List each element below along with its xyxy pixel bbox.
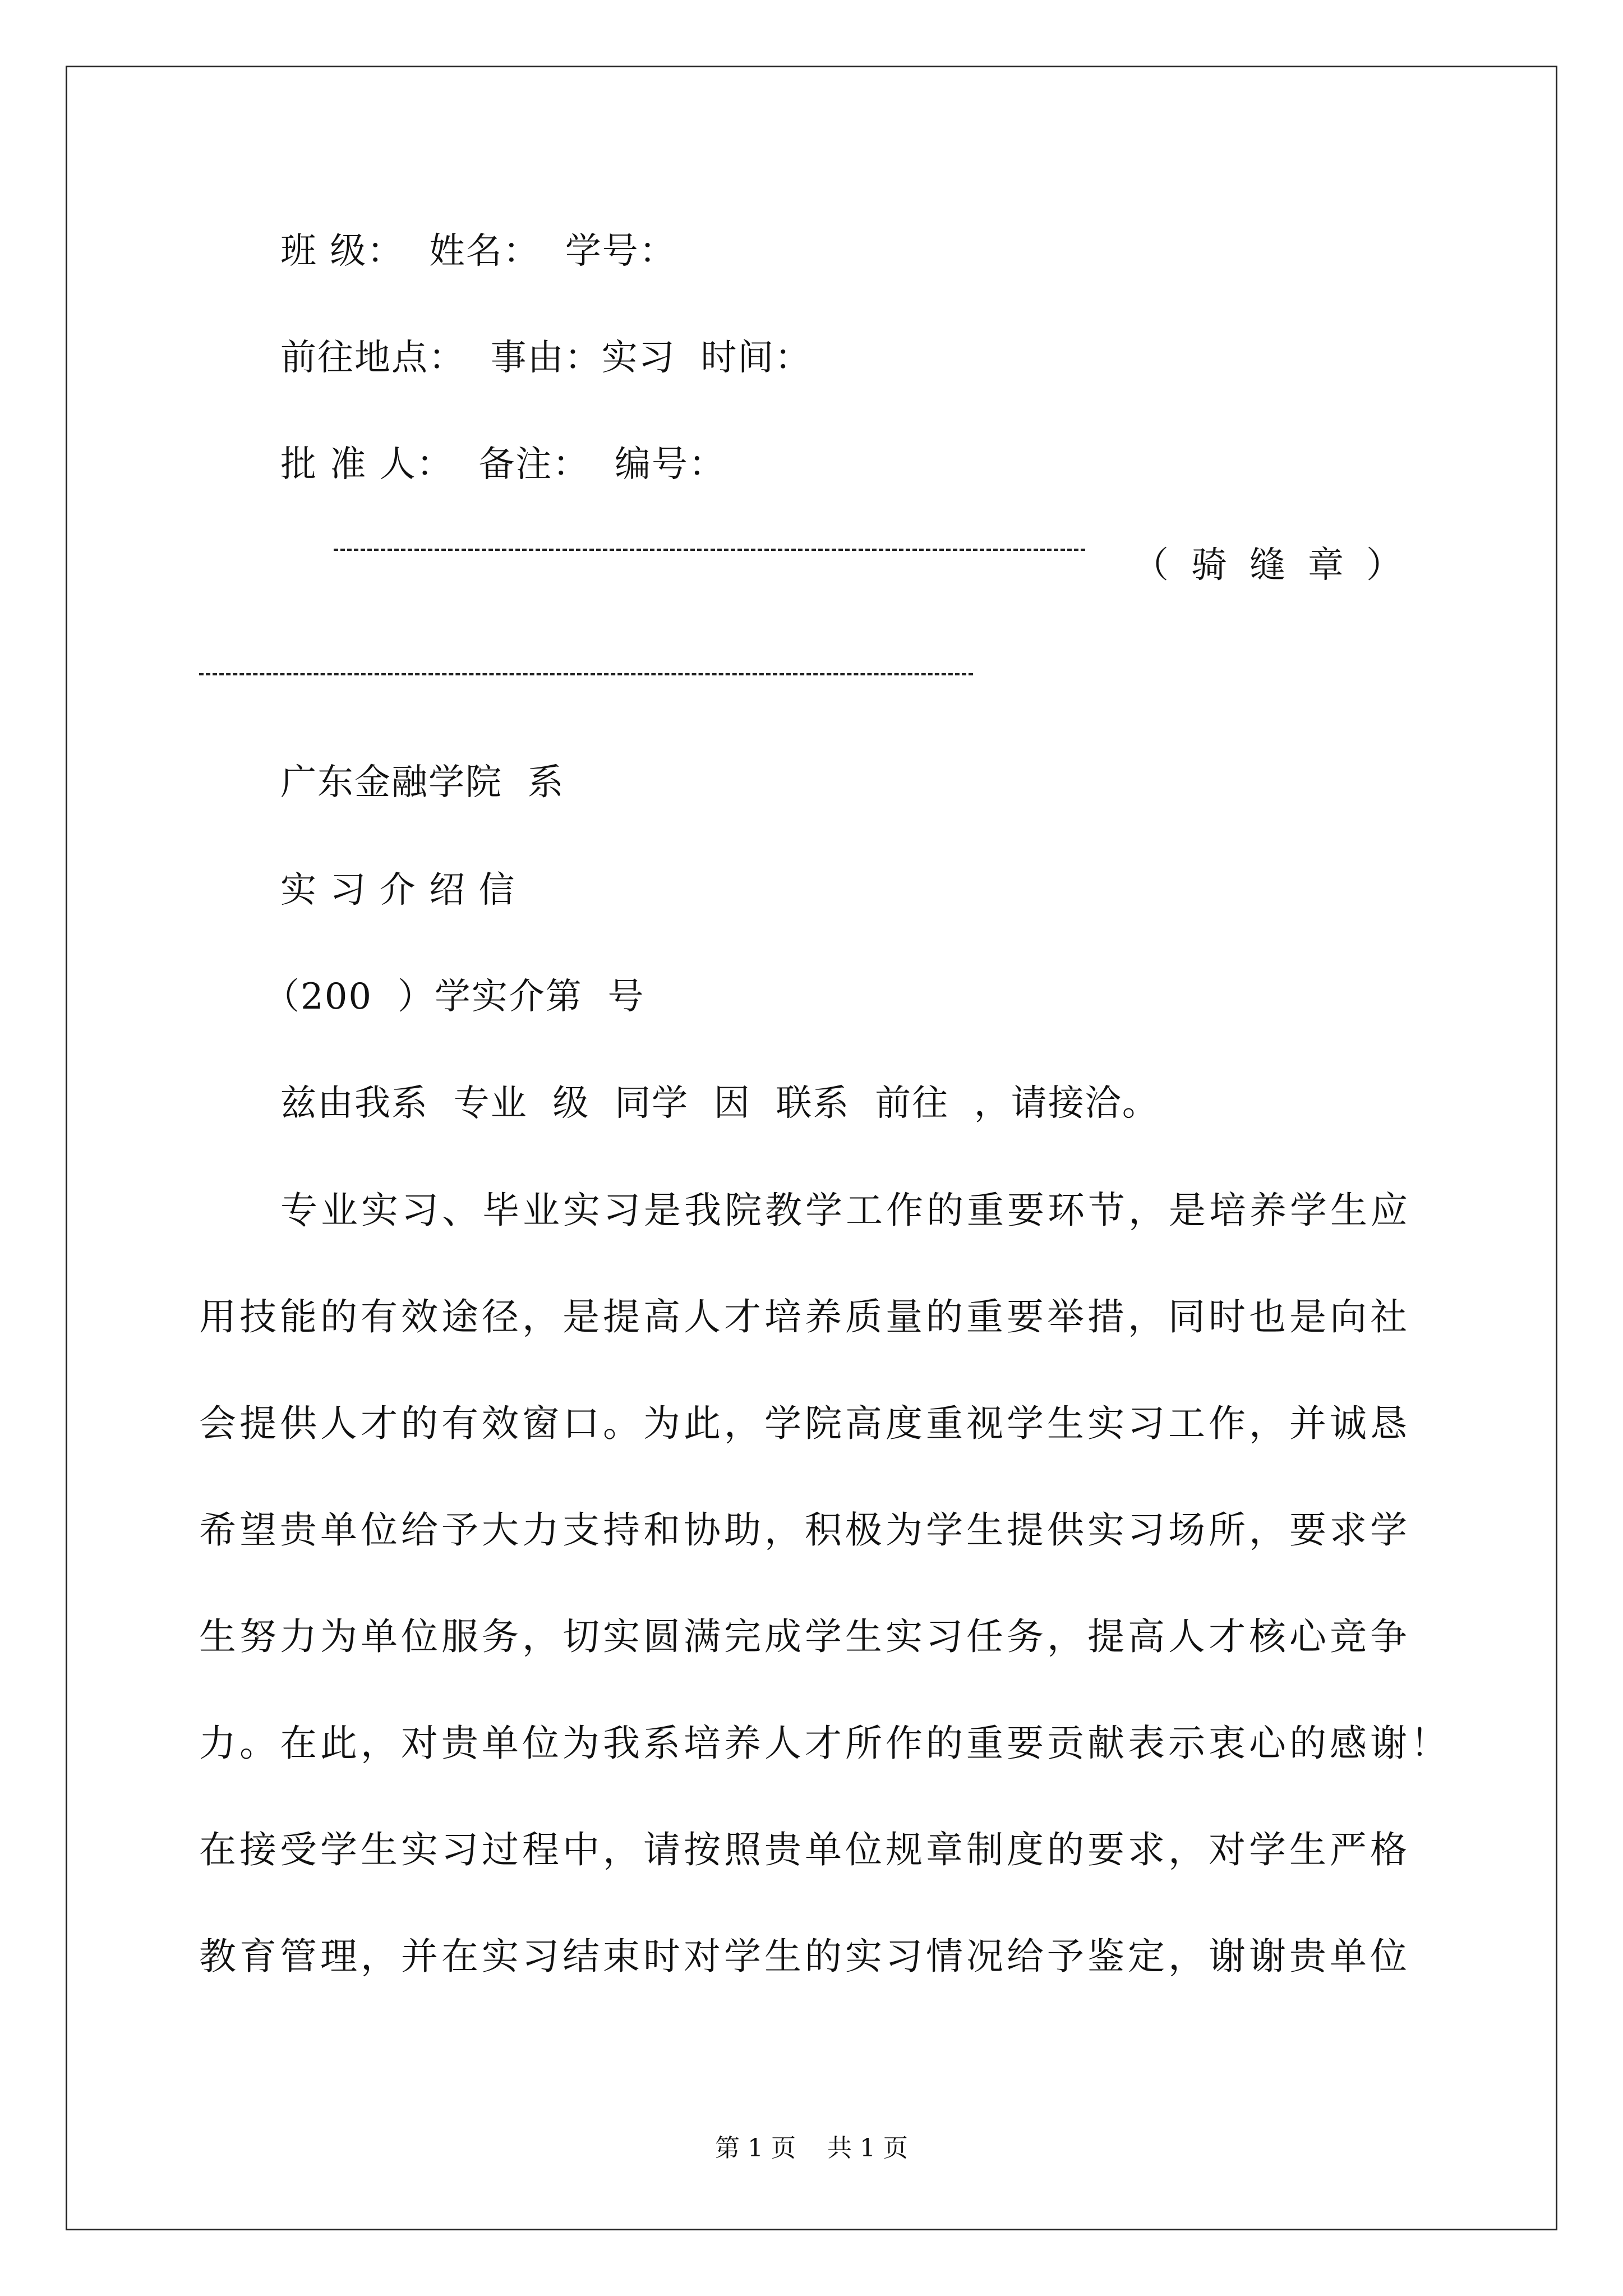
page-footer: 第 1 页 共 1 页 <box>715 2134 908 2162</box>
body-line-5: 生努力为单位服务，切实圆满完成学生实习任务，提高人才核心竞争 <box>199 1615 1410 1658</box>
letter-number: （200 ）学实介第 号 <box>264 976 645 1018</box>
body-line-2: 用技能的有效途径，是提高人才培养质量的重要举措，同时也是向社 <box>199 1295 1410 1338</box>
body-line-1: 专业实习、毕业实习是我院教学工作的重要环节，是培养学生应 <box>280 1189 1411 1232</box>
body-line-7: 在接受学生实习过程中，请按照贵单位规章制度的要求，对学生严格 <box>199 1828 1410 1871</box>
intro-line: 兹由我系 专业 级 同学 因 联系 前往 ，请接洽。 <box>280 1083 1159 1124</box>
body-line-4: 希望贵单位给予大力支持和协助，积极为学生提供实习场所，要求学 <box>199 1508 1410 1552</box>
page-border <box>66 66 1557 2230</box>
body-line-6: 力。在此，对贵单位为我系培养人才所作的重要贡献表示衷心的感谢！ <box>199 1722 1451 1765</box>
department-line: 广东金融学院 系 <box>280 762 565 803</box>
stub-destination-reason-time: 前往地点： 事由：实习 时间： <box>280 337 812 379</box>
letter-title: 实 习 介 绍 信 <box>280 869 516 911</box>
body-line-3: 会提供人才的有效窗口。为此，学院高度重视学生实习工作，并诚恳 <box>199 1402 1410 1445</box>
seam-stamp-label: （骑缝章） <box>1133 545 1424 586</box>
body-line-8: 教育管理，并在实习结束时对学生的实习情况给予鉴定，谢谢贵单位 <box>199 1935 1410 1978</box>
seam-dash-line-bottom <box>199 673 973 675</box>
stub-class-name-id: 班 级： 姓名： 学号： <box>280 231 676 272</box>
seam-dash-line-top <box>334 549 1085 551</box>
stub-approver-remark-number: 批 准 人： 备注： 编号： <box>280 444 726 485</box>
